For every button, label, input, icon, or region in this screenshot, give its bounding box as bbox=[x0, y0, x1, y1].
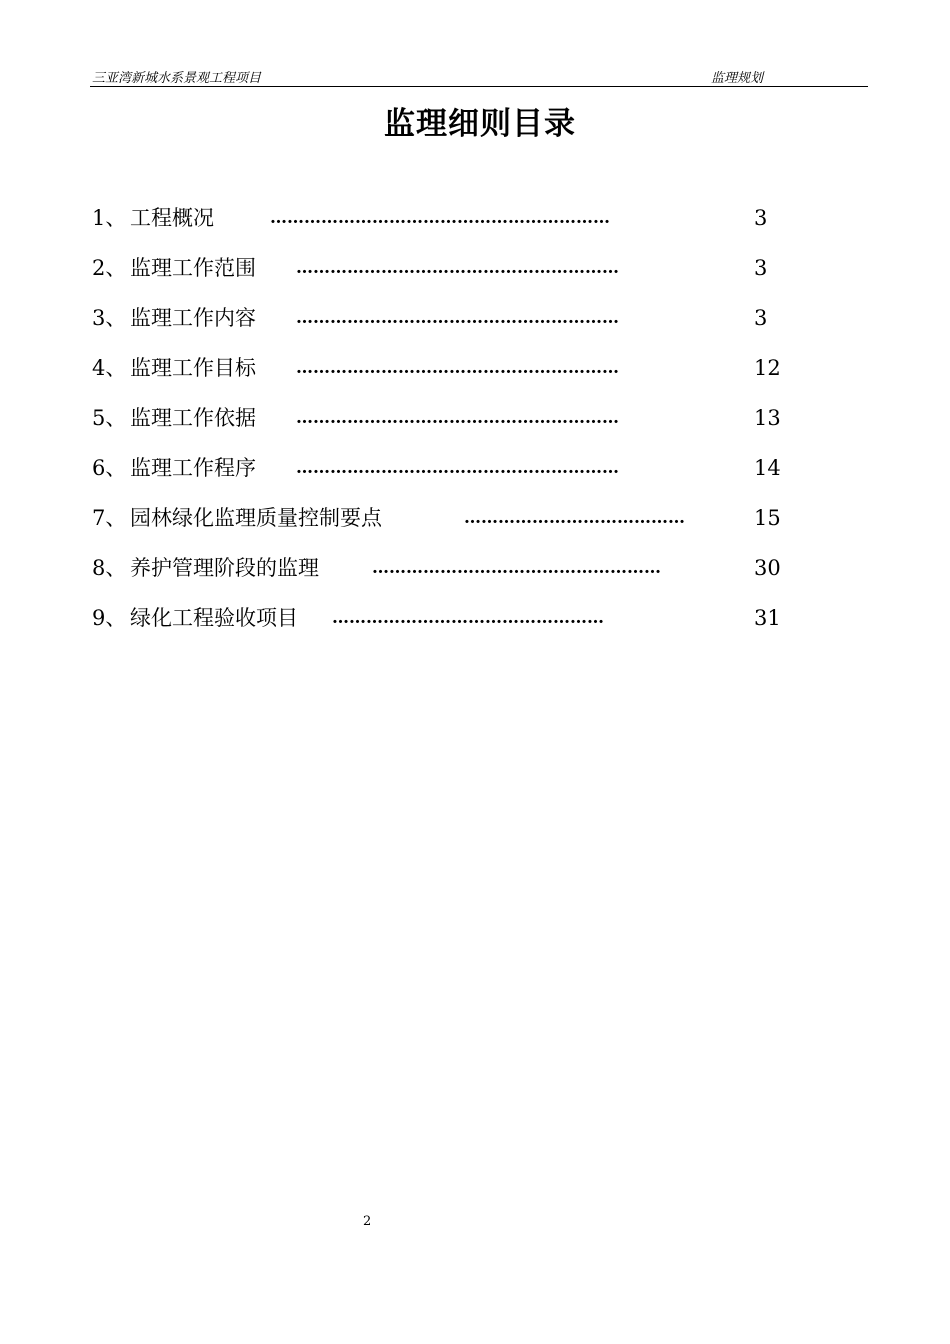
toc-entry-number: 2、 bbox=[92, 256, 127, 280]
toc-entry-label: 绿化工程验收项目 bbox=[130, 606, 298, 630]
toc-entry[interactable] bbox=[90, 200, 790, 236]
toc-entry-page: 31 bbox=[754, 606, 781, 630]
toc-entry[interactable] bbox=[90, 350, 790, 386]
toc-entry-label: 工程概况 bbox=[130, 206, 214, 230]
toc-entry-page: 13 bbox=[754, 406, 781, 430]
toc-entry[interactable] bbox=[90, 600, 790, 636]
toc-entry-label: 监理工作范围 bbox=[130, 256, 256, 280]
toc-entry-number: 1、 bbox=[92, 206, 127, 230]
toc-entry-number: 5、 bbox=[92, 406, 127, 430]
toc-entry-label: 监理工作依据 bbox=[130, 406, 256, 430]
toc-entry-number: 8、 bbox=[92, 556, 127, 580]
toc-entry-label: 养护管理阶段的监理 bbox=[130, 556, 319, 580]
toc-entry-number: 6、 bbox=[92, 456, 127, 480]
toc-leader-dots: …………………………………………… bbox=[372, 558, 661, 578]
toc-leader-dots: ………………………………………………… bbox=[296, 308, 619, 328]
toc-entry[interactable] bbox=[90, 500, 790, 536]
toc-entry-page: 12 bbox=[754, 356, 781, 380]
toc-entry-number: 3、 bbox=[92, 306, 127, 330]
header-project-name: 三亚湾新城水系景观工程项目 bbox=[92, 71, 262, 86]
toc-leader-dots: ………………………………………………… bbox=[296, 258, 619, 278]
toc-entry-page: 3 bbox=[754, 206, 768, 230]
toc-leader-dots: ………………………………………… bbox=[332, 608, 604, 628]
page-title: 监理细则目录 bbox=[384, 106, 576, 142]
toc-entry-label: 监理工作程序 bbox=[130, 456, 256, 480]
header-doc-type: 监理规划 bbox=[711, 71, 764, 86]
toc-leader-dots: ………………………………………………… bbox=[296, 458, 619, 478]
toc-leader-dots: ………………………………… bbox=[464, 508, 685, 528]
toc-leader-dots: …………………………………………………… bbox=[270, 208, 610, 228]
toc-entry[interactable] bbox=[90, 550, 790, 586]
toc-entry[interactable] bbox=[90, 250, 790, 286]
toc-entry[interactable] bbox=[90, 400, 790, 436]
toc-entry-page: 15 bbox=[754, 506, 781, 530]
toc-entry-page: 3 bbox=[754, 306, 768, 330]
toc-entry-label: 园林绿化监理质量控制要点 bbox=[130, 506, 382, 530]
toc-entry-page: 30 bbox=[754, 556, 781, 580]
toc-entry-page: 14 bbox=[754, 456, 781, 480]
toc-entry-number: 4、 bbox=[92, 356, 127, 380]
toc-entry-label: 监理工作内容 bbox=[130, 306, 256, 330]
page-header bbox=[90, 66, 868, 87]
toc-leader-dots: ………………………………………………… bbox=[296, 358, 619, 378]
toc-entry[interactable] bbox=[90, 300, 790, 336]
toc-entry[interactable] bbox=[90, 450, 790, 486]
footer-page-number: 2 bbox=[363, 1214, 372, 1229]
toc-leader-dots: ………………………………………………… bbox=[296, 408, 619, 428]
toc-entry-page: 3 bbox=[754, 256, 768, 280]
toc-entry-number: 7、 bbox=[92, 506, 127, 530]
toc-entry-number: 9、 bbox=[92, 606, 127, 630]
toc-entry-label: 监理工作目标 bbox=[130, 356, 256, 380]
